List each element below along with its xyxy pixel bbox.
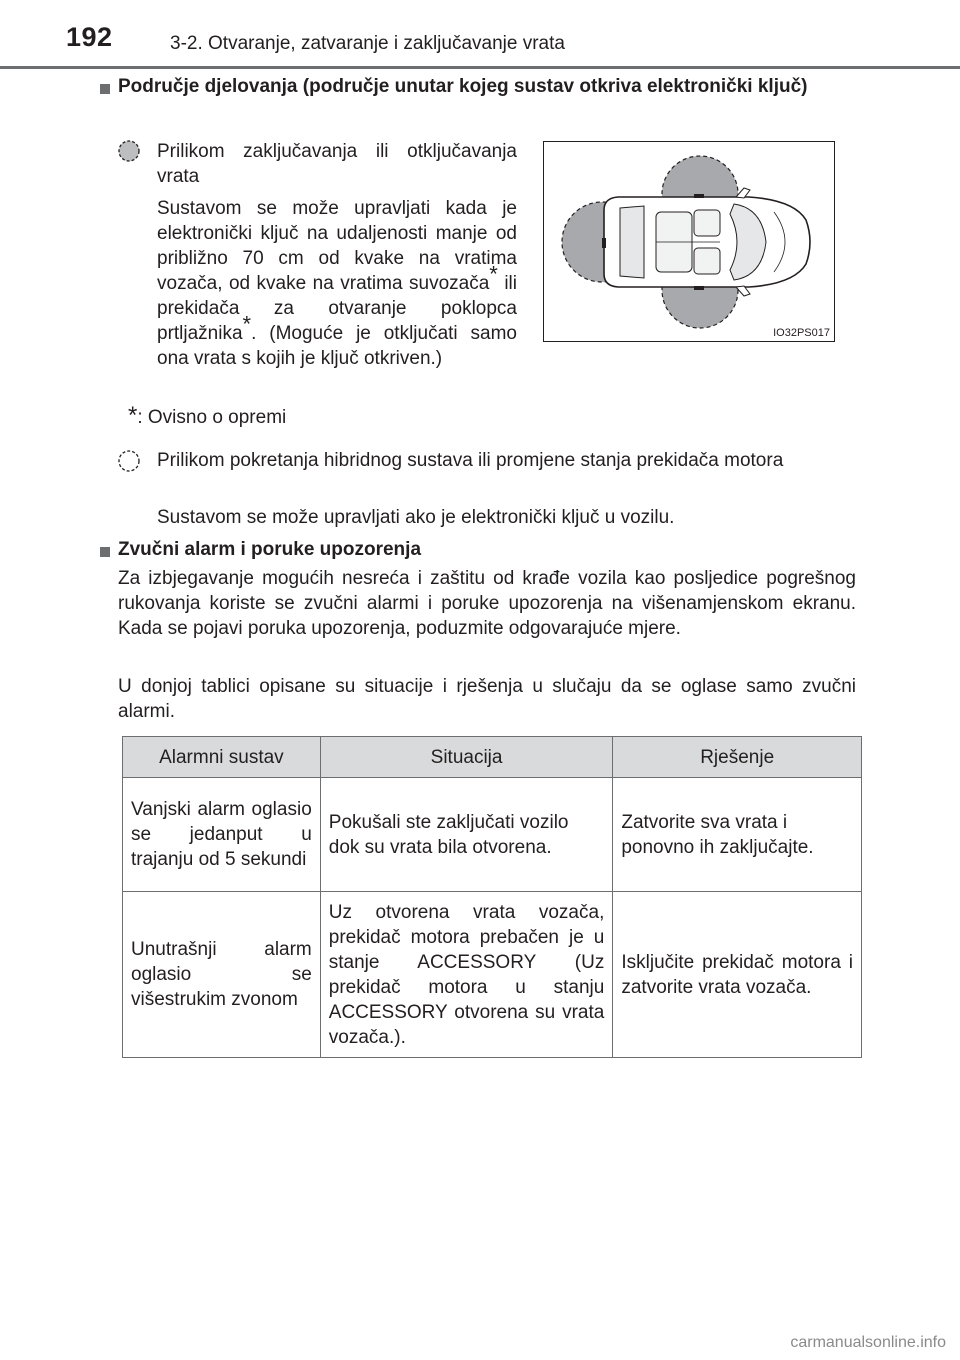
item1-body-part3: . (Moguće je otključati samo ona vrata s kojih je ključ otkriven.) bbox=[157, 323, 517, 369]
figure-caption: IO32PS017 bbox=[773, 327, 830, 339]
item1-body-part1: Sustavom se može upravljati kada je elektronički ključ na udaljenosti manje od približno 70 cm od kvake na vratima vozača, od kvake na vratima suvozača bbox=[157, 198, 517, 294]
section2-para2: U donjoj tablici opisane su situacije i rješenja u slučaju da se oglase samo zvučni alarmi. bbox=[118, 676, 856, 722]
car-top-view-illustration bbox=[544, 142, 834, 341]
item1-body bbox=[157, 196, 517, 371]
ok-icon bbox=[118, 140, 140, 167]
table-cell: Zatvorite sva vrata i ponovno ih zaključajte. bbox=[613, 778, 862, 892]
header-rule bbox=[0, 66, 960, 69]
section2-para1: Za izbjegavanje mogućih nesreća i zaštitu od krađe vozila kao posljedice pogrešnog rukovanja koriste se zvučni alarmi i poruke upozorenja na višenamjenskom ekranu. Kada se pojavi poruka upozorenja, poduzmite odgovarajuće mjere. bbox=[118, 568, 856, 639]
table-header-cell: Situacija bbox=[320, 737, 613, 778]
asterisk-mark: * bbox=[242, 311, 252, 337]
table-header-cell: Alarmni sustav bbox=[123, 737, 321, 778]
footnote-mark: * bbox=[128, 402, 138, 429]
table-row bbox=[123, 778, 862, 892]
table-cell: Vanjski alarm oglasio se jedanput u trajanju od 5 sekundi bbox=[123, 778, 321, 892]
table-cell: Pokušali ste zaključati vozilo dok su vrata bila otvorena. bbox=[320, 778, 613, 892]
asterisk-mark: * bbox=[489, 261, 498, 287]
table-row bbox=[123, 892, 862, 1058]
footnote-text: : Ovisno o opremi bbox=[137, 407, 287, 428]
table-cell: Isključite prekidač motora i zatvorite vrata vozača. bbox=[613, 892, 862, 1058]
table-header-cell: Rješenje bbox=[613, 737, 862, 778]
item1-body-part2: ili prekidača za otvaranje poklopca prtljažnika bbox=[157, 273, 517, 344]
section1-bullet bbox=[100, 81, 110, 99]
section2-heading: Zvučni alarm i poruke upozorenja bbox=[118, 539, 422, 560]
section2-bullet bbox=[100, 544, 110, 562]
item2-body: Sustavom se može upravljati ako je elektronički ključ u vozilu. bbox=[157, 507, 675, 528]
page-number: 192 bbox=[66, 22, 113, 52]
item2-title: Prilikom pokretanja hibridnog sustava ili promjene stanja prekidača motora bbox=[157, 450, 784, 471]
footnote bbox=[128, 403, 286, 430]
section1-heading: Područje djelovanja (područje unutar kojeg sustav otkriva elektronički ključ) bbox=[118, 76, 808, 97]
table-header-row bbox=[123, 737, 862, 778]
footer-watermark[interactable]: carmanualsonline.info bbox=[790, 1334, 946, 1351]
section-title: 3-2. Otvaranje, zatvaranje i zaključavanje vrata bbox=[170, 33, 565, 54]
item1-title: Prilikom zaključavanja ili otključavanja vrata bbox=[157, 141, 517, 187]
square-bullet-icon bbox=[100, 547, 110, 557]
car-detection-diagram bbox=[543, 141, 835, 342]
table-cell: Uz otvorena vrata vozača, prekidač motora prebačen je u stanje ACCESSORY (Uz prekidač motora u stanju ACCESSORY otvorena su vrata vozača.). bbox=[320, 892, 613, 1058]
ok-icon bbox=[118, 450, 140, 477]
table-cell: Unutrašnji alarm oglasio se višestrukim zvonom bbox=[123, 892, 321, 1058]
square-bullet-icon bbox=[100, 84, 110, 94]
alarm-table bbox=[122, 736, 862, 1058]
